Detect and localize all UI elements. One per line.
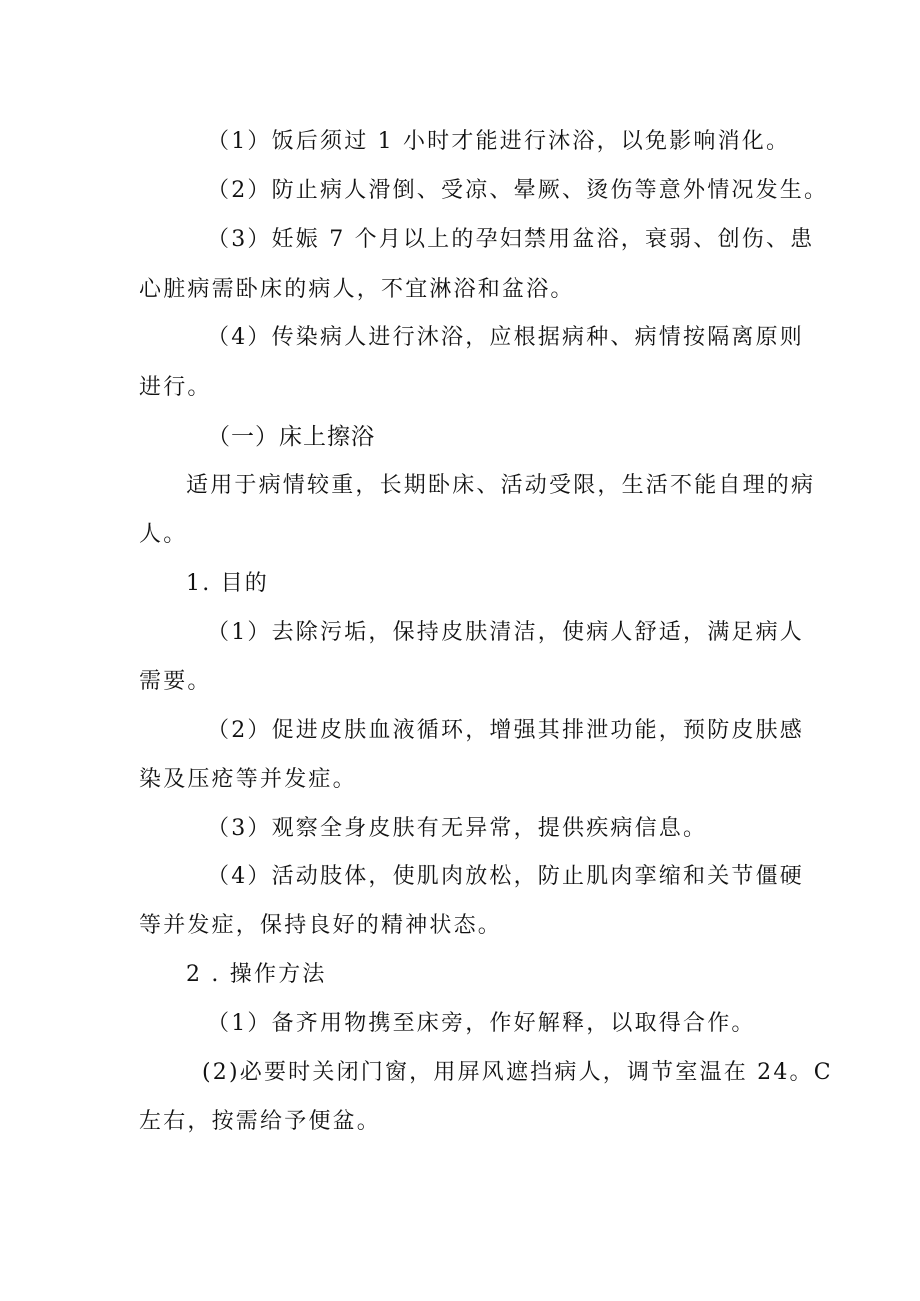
text-line-17: 等并发症，保持良好的精神状态。 [139, 913, 503, 938]
text-line-3: （3）妊娠 7 个月以上的孕妇禁用盆浴，衰弱、创伤、患 [207, 227, 815, 252]
text-line-19: （1）备齐用物携至床旁，作好解释，以取得合作。 [207, 1011, 756, 1036]
text-line-16: （4）活动肢体，使肌肉放松，防止肌肉挛缩和关节僵硬 [207, 864, 804, 889]
text-line-12: 需要。 [139, 669, 212, 694]
text-line-15: （3）观察全身皮肤有无异常，提供疾病信息。 [207, 816, 708, 841]
section-heading: （一）床上擦浴 [207, 424, 375, 450]
text-line-14: 染及压疮等并发症。 [139, 767, 357, 792]
text-line-4: 心脏病需卧床的病人，不宜淋浴和盆浴。 [139, 277, 575, 302]
text-line-21: 左右，按需给予便盆。 [139, 1109, 382, 1134]
text-line-9: 人。 [139, 522, 188, 547]
text-line-13: （2）促进皮肤血液循环，增强其排泄功能，预防皮肤感 [207, 718, 804, 743]
subheading-method: 2 . 操作方法 [186, 962, 327, 987]
text-line-5: （4）传染病人进行沐浴，应根据病种、病情按隔离原则 [207, 325, 804, 350]
text-line-1: （1）饭后须过 1 小时才能进行沐浴，以免影响消化。 [207, 129, 791, 154]
text-line-2: （2）防止病人滑倒、受凉、晕厥、烫伤等意外情况发生。 [207, 178, 829, 203]
text-line-6: 进行。 [139, 375, 212, 400]
subheading-purpose: 1. 目的 [186, 571, 269, 596]
text-line-11: （1）去除污垢，保持皮肤清洁，使病人舒适，满足病人 [207, 620, 804, 645]
text-line-8: 适用于病情较重，长期卧床、活动受限，生活不能自理的病 [186, 473, 816, 498]
text-line-20: (2)必要时关闭门窗，用屏风遮挡病人，调节室温在 24。C [202, 1060, 833, 1085]
